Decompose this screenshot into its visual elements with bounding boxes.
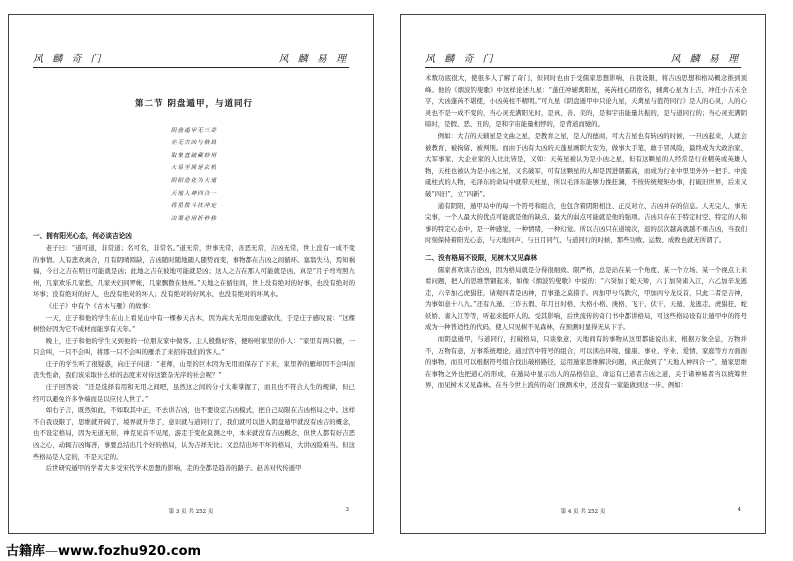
page-count: 第 4 页 共 252 页 bbox=[560, 509, 606, 515]
paragraph: 晚上，庄子和他的学生又到他的一位朋友家中做客。主人殷勤好客，便吩咐家里的仆人：“家里有两只雁，一只会叫，一只不会叫，将那一只不会叫的雁杀了来招待我们的客人。” bbox=[33, 336, 355, 357]
page-footer bbox=[33, 507, 349, 517]
subsection-heading: 二、没有格局不设限，见树木又见森林 bbox=[425, 253, 538, 262]
left-page bbox=[8, 14, 374, 534]
section-title: 第二节 阴盘遁甲，与道同行 bbox=[135, 99, 253, 109]
header-right-text: 风 麟 易 理 bbox=[278, 54, 349, 65]
paragraph: 《庄子》中有个《古木与雁》的故事： bbox=[45, 301, 155, 310]
poem-line: 亦无吉凶与格局 bbox=[170, 140, 218, 147]
poem-line: 决策必用折秒移 bbox=[170, 215, 218, 222]
header-left-text: 风 麟 奇 门 bbox=[425, 54, 496, 65]
paragraph: 一天，庄子和他的学生在山上看见山中有一棵参天古木，因为高大无用而免遭砍伐，于是庄子感叹说：“这棵树恰好因为它不成材而能享有天年。” bbox=[33, 313, 355, 334]
subsection-heading: 一、拥有阳光心态，何必谈吉论凶 bbox=[33, 232, 132, 241]
page-number: 3 bbox=[345, 507, 349, 513]
page-header bbox=[33, 49, 349, 68]
watermark-text: 古籍库 bbox=[6, 544, 46, 559]
page-header bbox=[425, 49, 741, 68]
right-page bbox=[400, 14, 766, 534]
paragraph: 儒家喜欢谈吉论凶，因为格局就是分得很细致、限严格，总是站在某一个角度、某一个立场、某一个视点上来看问题，把人的思维禁锢起来，如像《烟波钓叟歌》中说的：“六癸加丁蛇天矫，六丁加癸雀入江，六乙加辛龙逃走，六辛加乙虎猖狂，请观四者是凶神，百事逢之莫措手。丙加甲兮鸟跌穴，甲加丙兮龙反首，只此二者是吉神，为事如意十八九。”还有九遁、三诈五假、年月日时格、大格小格、庚格、飞干、伏干、天遁、龙逃走、虎猖狂、蛇妖娇、雀入江等等，听起来挺吓人的。受其影响，后世流传的奇门书中都讲格局，可这些格局设有让遁甲中的符号成为一种普适性的代码，使人只见树不见森林，在预测时显得无从下手。 bbox=[425, 265, 747, 332]
poem-line: 将星拨斗扶冲定 bbox=[170, 203, 218, 210]
paragraph: 术数功底很大，使很多人了解了奇门，但同时也由于受儒家思想影响，自我设限，将吉凶思想和格局概念推到顶峰。他的《烟波钓叟歌》中这样论述九星：“蓬任冲辅禽阳星，英芮柱心阴宿名，辅禽心星为上吉，冲任小吉未全亨，大凶蓬芮不堪使，小凶英柱不精明。”可九星《阴盘遁甲中只论九星，天禽星与值符同行》是人的心灵，人的心灵也不是一成不变的，当心灵充满阳光时，是真、善、美的，是和宇宙能量共振的，是与道同行的；当心灵充满阴暗时，是假、恶、丑的，是和宇宙能量相悖的，是背道而驰的。 bbox=[425, 74, 747, 129]
header-right-text: 风 麟 易 理 bbox=[670, 54, 741, 65]
paragraph: 庄子回答说：“还是选择有用和无用之间吧，虽然这之间的分寸太难掌握了，而且也不符合人生的规律，但已经可以避免许多争端而足以应付人世了。” bbox=[33, 383, 355, 403]
paragraph: 而阴盘遁甲，与道同行，打破格局，只谈象意，天地间有的事物从这里都能说出来，根据万象全息，万物并不，万物有意，万事系统理论，通过宫中符号的组合，可以读出环境、健康、事业、学业、爱情、家庭等方方面面的事物，而且可以根据符号组合找出破格路径，运用遁家思维解决问题，真正做到了“天地人神四合一”，遁家思维在事物之外也把道心的形成，在遁局中显示出人的品格信息，命运有已道者吉凶之道，关于诸神易者当以统筹世界，而见树木又见森林。在当今世上流传的奇门预测术中，还没有一家能做到这一步。例如： bbox=[425, 335, 747, 390]
paragraph: 例如：大吉的天辅星是文曲之星，是教育之星，是人的德商，可大吉星也有转凶的时候，一旦凶起来，人就会被教育、被拘留、被判刑。而由于凶有大凶的天蓬星画职大安为，做事大手笔，敢于冒风险，最终成为大政治家、大军事家、大企业家的人比比皆是，又如：天英星被认为是小凶之星，但有这颗星的人经常是行业精英或英雄人物，天柱也被认为是小凶之星，又名破军，可有这颗星的人却是因进朝霸高，而成为行业中里里外外一把手、中流砥柱式的人物，毛泽东的命局中就带天柱星，所以毛泽东能够力挽狂澜，不按传统规矩办事，打破旧世界，后来又破“四旧”，立“四新”。 bbox=[425, 131, 747, 198]
page-content bbox=[33, 73, 355, 485]
header-left-text: 风 麟 奇 门 bbox=[33, 54, 104, 65]
paragraph: 后世研究遁甲的学者大多受宋代学术思想的影响，走的全都是趋善的路子。赵善对代传遁甲 bbox=[45, 464, 302, 473]
poem bbox=[33, 125, 355, 226]
paragraph: 如右子言，既然如此，不如取其中正，不去讲吉凶，也不要设定吉凶模式，把自己局限在吉凶格局之中。这样不自我设限了，思维就开阔了，境界就升华了，意识就与道同行了，我们就可以进入阴盘遁甲就没有凶吉的概念，也不设定格局，因为无道无形，神克见首不见尾，游走于变化莫测之中，本来就没有吉凶概念，但世人都有好吉恶凶之心，动辄吉凶悔吝，事要总结出几个好的格局，认为吉祥无比；又总结出坏不坏的格局，大讲凶险难当。但这些格局是人定的，不是天定的。 bbox=[33, 406, 355, 461]
paragraph: 庄子的学生听了很疑惑，向庄子问道：“老师，山里的巨木因为无用而保存了下来，家里养的雁却因不会叫而丧失性命，我们该采取什么样的态度来对待这繁杂无序的社会呢？” bbox=[33, 359, 355, 380]
poem-line: 天地人神四合一 bbox=[170, 190, 218, 197]
page-count: 第 3 页 共 252 页 bbox=[168, 509, 214, 515]
poem-line: 阴阳造化为大道 bbox=[170, 177, 218, 184]
watermark-dash: — bbox=[45, 544, 59, 559]
page-content bbox=[425, 73, 747, 485]
poem-line: 阴盘遁甲无三奇 bbox=[170, 127, 218, 134]
paragraph: 老子曰：“道可道，非常道；名可名，非常名。”道无常，世事无常，善恶无常，吉凶无常，世上没有一成不变的事情。人有悲欢离合，月有阴晴圆缺，吉凶随时随地随人随势而变，事物都在吉凶之间循环。塞翁失马，焉知祸福，今日之吉在明日可能就是凶；此地之吉在彼地可能就是凶；这人之吉在那人可能就是凶，真是“月子弯弯照九州，几家欢乐几家愁，几家夫妇同罗帐，几家飘散在他州。”天地之在循往间，世上没有绝对的好事，也没有绝对的坏事；没有绝对的好人，也没有绝对的坏人；没有绝对的好风水，也没有绝对的坏风水。 bbox=[33, 243, 355, 299]
poem-line: 取象直破藏妙用 bbox=[170, 152, 218, 159]
site-watermark bbox=[6, 540, 201, 559]
page-footer bbox=[425, 507, 741, 517]
poem-line: 大易至简是玄机 bbox=[170, 165, 218, 172]
watermark-url: www.fozhu920.com bbox=[58, 544, 202, 559]
page-number: 4 bbox=[737, 507, 741, 513]
paragraph: 通有阴阳，遁甲局中的每一个符号和组合，也包含着阴阳相注、正反对立、吉凶并存的信息。人无完人，事无完事，一个人最大的优点可能就是他的缺点，最大的弱点可能就是他的强项。吉凶只存在于特定时空、特定的人和事的特定心态中，是一种感觉，一种情绪，一种幻觉。所以吉凶只在道境次，退的层次越高就越不重吉凶，当我们时刻保持着阳光心态，与天地同声、与日月同气、与道同行的时候，那些功败、运数、成败也就无所谓了。 bbox=[425, 201, 747, 245]
